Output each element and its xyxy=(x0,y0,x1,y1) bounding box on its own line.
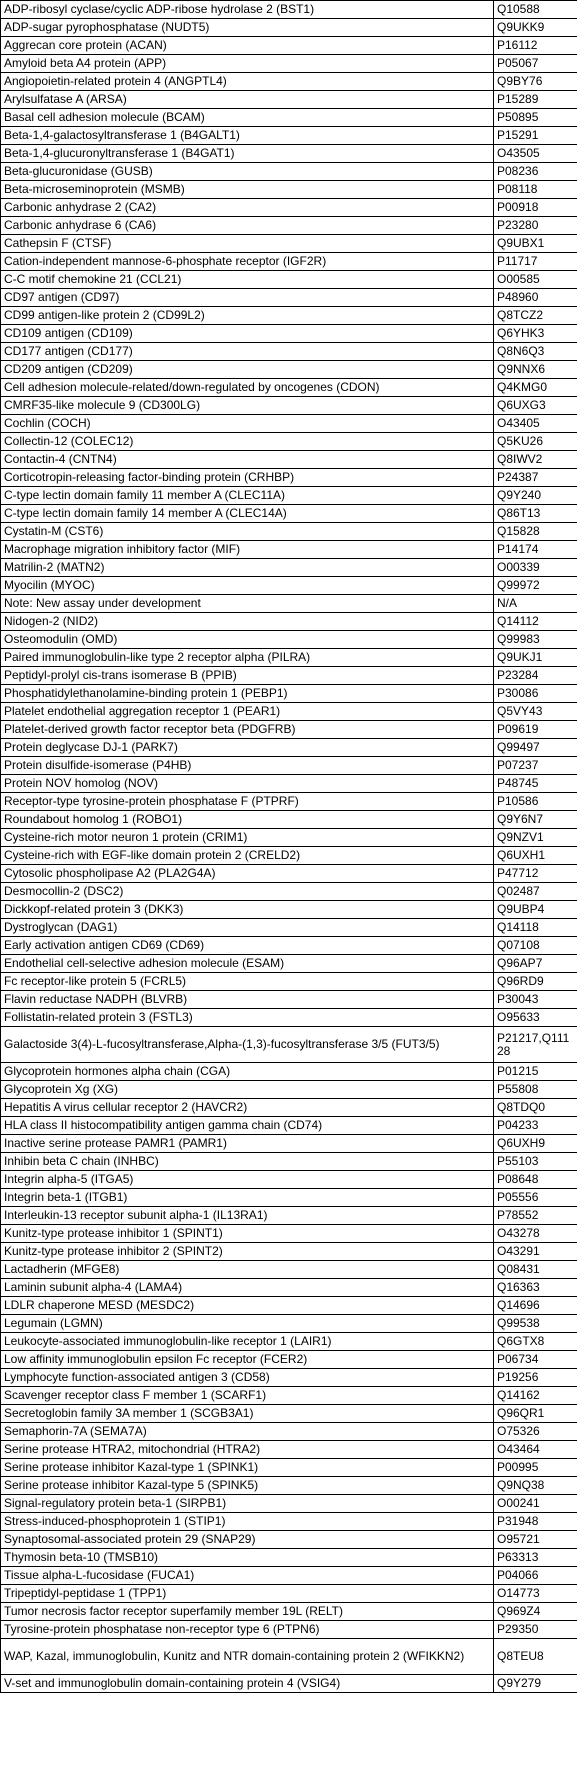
accession-cell: P23284 xyxy=(494,667,577,685)
table-row xyxy=(1,1207,577,1225)
protein-name-cell: Osteomodulin (OMD) xyxy=(1,631,494,649)
accession-cell: Q8TCZ2 xyxy=(494,307,577,325)
protein-name-cell: CD99 antigen-like protein 2 (CD99L2) xyxy=(1,307,494,325)
protein-name-cell: Stress-induced-phosphoprotein 1 (STIP1) xyxy=(1,1513,494,1531)
accession-cell: O00585 xyxy=(494,271,577,289)
protein-name-cell: CD209 antigen (CD209) xyxy=(1,361,494,379)
accession-cell: Q96QR1 xyxy=(494,1405,577,1423)
table-row xyxy=(1,1297,577,1315)
table-row xyxy=(1,433,577,451)
accession-cell: Q9BY76 xyxy=(494,73,577,91)
accession-cell: Q5VY43 xyxy=(494,703,577,721)
accession-cell: O14773 xyxy=(494,1585,577,1603)
table-row xyxy=(1,847,577,865)
accession-cell: P63313 xyxy=(494,1549,577,1567)
accession-cell: P50895 xyxy=(494,109,577,127)
accession-cell: P05067 xyxy=(494,55,577,73)
protein-name-cell: Paired immunoglobulin-like type 2 receptor alpha (PILRA) xyxy=(1,649,494,667)
accession-cell: O00339 xyxy=(494,559,577,577)
protein-name-cell: C-C motif chemokine 21 (CCL21) xyxy=(1,271,494,289)
protein-name-cell: WAP, Kazal, immunoglobulin, Kunitz and NTR domain-containing protein 2 (WFIKKN2) xyxy=(1,1639,494,1675)
protein-name-cell: Corticotropin-releasing factor-binding protein (CRHBP) xyxy=(1,469,494,487)
table-row xyxy=(1,883,577,901)
accession-cell: Q6GTX8 xyxy=(494,1333,577,1351)
accession-cell: Q9Y6N7 xyxy=(494,811,577,829)
table-row xyxy=(1,1639,577,1675)
accession-cell: P11717 xyxy=(494,253,577,271)
protein-name-cell: Dickkopf-related protein 3 (DKK3) xyxy=(1,901,494,919)
table-row xyxy=(1,127,577,145)
table-row xyxy=(1,1603,577,1621)
accession-cell: P30043 xyxy=(494,991,577,1009)
accession-cell: O43405 xyxy=(494,415,577,433)
protein-name-cell: Myocilin (MYOC) xyxy=(1,577,494,595)
protein-name-cell: Platelet-derived growth factor receptor beta (PDGFRB) xyxy=(1,721,494,739)
accession-cell: Q07108 xyxy=(494,937,577,955)
accession-cell: Q15828 xyxy=(494,523,577,541)
table-row xyxy=(1,1027,577,1063)
protein-name-cell: C-type lectin domain family 14 member A (CLEC14A) xyxy=(1,505,494,523)
accession-cell: P08236 xyxy=(494,163,577,181)
table-row xyxy=(1,1621,577,1639)
table-row xyxy=(1,1135,577,1153)
table-row xyxy=(1,109,577,127)
accession-cell: O43278 xyxy=(494,1225,577,1243)
protein-name-cell: Galactoside 3(4)-L-fucosyltransferase,Alpha-(1,3)-fucosyltransferase 3/5 (FUT3/5) xyxy=(1,1027,494,1063)
table-row xyxy=(1,577,577,595)
accession-cell: P78552 xyxy=(494,1207,577,1225)
protein-name-cell: Synaptosomal-associated protein 29 (SNAP29) xyxy=(1,1531,494,1549)
accession-cell: Q16363 xyxy=(494,1279,577,1297)
table-row xyxy=(1,973,577,991)
protein-name-cell: Tyrosine-protein phosphatase non-receptor type 6 (PTPN6) xyxy=(1,1621,494,1639)
protein-name-cell: Low affinity immunoglobulin epsilon Fc receptor (FCER2) xyxy=(1,1351,494,1369)
protein-name-cell: Cation-independent mannose-6-phosphate receptor (IGF2R) xyxy=(1,253,494,271)
protein-name-cell: Legumain (LGMN) xyxy=(1,1315,494,1333)
table-row xyxy=(1,721,577,739)
accession-cell: Q9UKJ1 xyxy=(494,649,577,667)
accession-cell: Q14696 xyxy=(494,1297,577,1315)
accession-cell: P19256 xyxy=(494,1369,577,1387)
accession-cell: Q99972 xyxy=(494,577,577,595)
protein-name-cell: Serine protease inhibitor Kazal-type 5 (SPINK5) xyxy=(1,1477,494,1495)
accession-cell: Q4KMG0 xyxy=(494,379,577,397)
protein-name-cell: CMRF35-like molecule 9 (CD300LG) xyxy=(1,397,494,415)
table-row xyxy=(1,793,577,811)
accession-cell: Q9UKK9 xyxy=(494,19,577,37)
table-row xyxy=(1,1423,577,1441)
protein-name-cell: Flavin reductase NADPH (BLVRB) xyxy=(1,991,494,1009)
protein-name-cell: Tumor necrosis factor receptor superfamily member 19L (RELT) xyxy=(1,1603,494,1621)
accession-cell: Q99497 xyxy=(494,739,577,757)
accession-cell: P48745 xyxy=(494,775,577,793)
table-row xyxy=(1,217,577,235)
protein-name-cell: Platelet endothelial aggregation receptor 1 (PEAR1) xyxy=(1,703,494,721)
protein-name-cell: Contactin-4 (CNTN4) xyxy=(1,451,494,469)
protein-name-cell: Angiopoietin-related protein 4 (ANGPTL4) xyxy=(1,73,494,91)
protein-name-cell: Cysteine-rich with EGF-like domain protein 2 (CRELD2) xyxy=(1,847,494,865)
protein-name-cell: Beta-microseminoprotein (MSMB) xyxy=(1,181,494,199)
protein-name-cell: Leukocyte-associated immunoglobulin-like receptor 1 (LAIR1) xyxy=(1,1333,494,1351)
accession-cell: O95721 xyxy=(494,1531,577,1549)
accession-cell: Q9NQ38 xyxy=(494,1477,577,1495)
accession-cell: Q8TEU8 xyxy=(494,1639,577,1675)
table-row xyxy=(1,1549,577,1567)
table-row xyxy=(1,829,577,847)
protein-name-cell: Peptidyl-prolyl cis-trans isomerase B (PPIB) xyxy=(1,667,494,685)
accession-cell: P15289 xyxy=(494,91,577,109)
protein-name-cell: Glycoprotein hormones alpha chain (CGA) xyxy=(1,1063,494,1081)
protein-name-cell: Roundabout homolog 1 (ROBO1) xyxy=(1,811,494,829)
table-row xyxy=(1,325,577,343)
protein-name-cell: Desmocollin-2 (DSC2) xyxy=(1,883,494,901)
table-row xyxy=(1,163,577,181)
table-row xyxy=(1,1063,577,1081)
table-row xyxy=(1,1369,577,1387)
accession-cell: Q6UXH1 xyxy=(494,847,577,865)
accession-cell: Q9UBX1 xyxy=(494,235,577,253)
accession-cell: P00918 xyxy=(494,199,577,217)
table-row xyxy=(1,1351,577,1369)
accession-cell: Q6UXH9 xyxy=(494,1135,577,1153)
protein-name-cell: Inhibin beta C chain (INHBC) xyxy=(1,1153,494,1171)
accession-cell: Q99538 xyxy=(494,1315,577,1333)
table-row xyxy=(1,1243,577,1261)
accession-cell: P08648 xyxy=(494,1171,577,1189)
table-row xyxy=(1,739,577,757)
accession-cell: Q96AP7 xyxy=(494,955,577,973)
protein-name-cell: Interleukin-13 receptor subunit alpha-1 (IL13RA1) xyxy=(1,1207,494,1225)
table-row xyxy=(1,991,577,1009)
table-row xyxy=(1,1315,577,1333)
protein-name-cell: Carbonic anhydrase 6 (CA6) xyxy=(1,217,494,235)
accession-cell: P14174 xyxy=(494,541,577,559)
accession-cell: P06734 xyxy=(494,1351,577,1369)
protein-name-cell: Carbonic anhydrase 2 (CA2) xyxy=(1,199,494,217)
accession-cell: P24387 xyxy=(494,469,577,487)
protein-name-cell: Aggrecan core protein (ACAN) xyxy=(1,37,494,55)
table-row xyxy=(1,937,577,955)
protein-name-cell: C-type lectin domain family 11 member A (CLEC11A) xyxy=(1,487,494,505)
table-row xyxy=(1,1405,577,1423)
table-row xyxy=(1,559,577,577)
accession-cell: O75326 xyxy=(494,1423,577,1441)
protein-name-cell: Tripeptidyl-peptidase 1 (TPP1) xyxy=(1,1585,494,1603)
table-row xyxy=(1,685,577,703)
table-row xyxy=(1,181,577,199)
table-row xyxy=(1,91,577,109)
protein-name-cell: Cystatin-M (CST6) xyxy=(1,523,494,541)
accession-cell: O43464 xyxy=(494,1441,577,1459)
accession-cell: P00995 xyxy=(494,1459,577,1477)
protein-name-cell: Nidogen-2 (NID2) xyxy=(1,613,494,631)
table-row xyxy=(1,361,577,379)
protein-name-cell: Collectin-12 (COLEC12) xyxy=(1,433,494,451)
table-row xyxy=(1,1009,577,1027)
table-row xyxy=(1,919,577,937)
protein-name-cell: Arylsulfatase A (ARSA) xyxy=(1,91,494,109)
accession-cell: Q02487 xyxy=(494,883,577,901)
table-row xyxy=(1,1441,577,1459)
accession-cell: Q10588 xyxy=(494,1,577,19)
protein-name-cell: Signal-regulatory protein beta-1 (SIRPB1) xyxy=(1,1495,494,1513)
protein-name-cell: Endothelial cell-selective adhesion molecule (ESAM) xyxy=(1,955,494,973)
protein-name-cell: Beta-1,4-glucuronyltransferase 1 (B4GAT1) xyxy=(1,145,494,163)
accession-cell: P48960 xyxy=(494,289,577,307)
table-row xyxy=(1,811,577,829)
protein-name-cell: Macrophage migration inhibitory factor (MIF) xyxy=(1,541,494,559)
table-row xyxy=(1,55,577,73)
protein-name-cell: Follistatin-related protein 3 (FSTL3) xyxy=(1,1009,494,1027)
table-row xyxy=(1,955,577,973)
accession-cell: Q9Y279 xyxy=(494,1675,577,1693)
protein-name-cell: Kunitz-type protease inhibitor 1 (SPINT1) xyxy=(1,1225,494,1243)
table-row xyxy=(1,1279,577,1297)
protein-name-cell: Secretoglobin family 3A member 1 (SCGB3A1) xyxy=(1,1405,494,1423)
protein-name-cell: HLA class II histocompatibility antigen gamma chain (CD74) xyxy=(1,1117,494,1135)
table-row xyxy=(1,469,577,487)
protein-name-cell: CD177 antigen (CD177) xyxy=(1,343,494,361)
accession-cell: Q08431 xyxy=(494,1261,577,1279)
accession-cell: P31948 xyxy=(494,1513,577,1531)
protein-name-cell: Glycoprotein Xg (XG) xyxy=(1,1081,494,1099)
protein-name-cell: ADP-ribosyl cyclase/cyclic ADP-ribose hydrolase 2 (BST1) xyxy=(1,1,494,19)
table-row xyxy=(1,775,577,793)
accession-cell: P04066 xyxy=(494,1567,577,1585)
accession-cell: P15291 xyxy=(494,127,577,145)
table-row xyxy=(1,667,577,685)
accession-cell: Q8IWV2 xyxy=(494,451,577,469)
accession-cell: Q6UXG3 xyxy=(494,397,577,415)
table-row xyxy=(1,1261,577,1279)
table-row xyxy=(1,397,577,415)
accession-cell: P04233 xyxy=(494,1117,577,1135)
table-row xyxy=(1,1,577,19)
accession-cell: P47712 xyxy=(494,865,577,883)
accession-cell: N/A xyxy=(494,595,577,613)
accession-cell: P23280 xyxy=(494,217,577,235)
table-row xyxy=(1,487,577,505)
table-row xyxy=(1,451,577,469)
table-row xyxy=(1,1171,577,1189)
protein-name-cell: Phosphatidylethanolamine-binding protein 1 (PEBP1) xyxy=(1,685,494,703)
table-row xyxy=(1,1477,577,1495)
protein-name-cell: Tissue alpha-L-fucosidase (FUCA1) xyxy=(1,1567,494,1585)
table-row xyxy=(1,1153,577,1171)
protein-name-cell: Protein NOV homolog (NOV) xyxy=(1,775,494,793)
accession-cell: P55808 xyxy=(494,1081,577,1099)
table-row xyxy=(1,343,577,361)
accession-cell: Q969Z4 xyxy=(494,1603,577,1621)
table-row xyxy=(1,523,577,541)
protein-name-cell: Matrilin-2 (MATN2) xyxy=(1,559,494,577)
table-row xyxy=(1,289,577,307)
protein-name-cell: Cochlin (COCH) xyxy=(1,415,494,433)
protein-name-cell: CD109 antigen (CD109) xyxy=(1,325,494,343)
table-row xyxy=(1,1675,577,1693)
protein-name-cell: Integrin beta-1 (ITGB1) xyxy=(1,1189,494,1207)
table-row xyxy=(1,1333,577,1351)
table-row xyxy=(1,901,577,919)
accession-cell: Q5KU26 xyxy=(494,433,577,451)
table-row xyxy=(1,757,577,775)
protein-name-cell: Serine protease HTRA2, mitochondrial (HTRA2) xyxy=(1,1441,494,1459)
table-row xyxy=(1,37,577,55)
table-row xyxy=(1,145,577,163)
accession-cell: O43291 xyxy=(494,1243,577,1261)
table-row xyxy=(1,307,577,325)
protein-name-cell: Protein deglycase DJ-1 (PARK7) xyxy=(1,739,494,757)
protein-name-cell: Cytosolic phospholipase A2 (PLA2G4A) xyxy=(1,865,494,883)
protein-name-cell: Scavenger receptor class F member 1 (SCARF1) xyxy=(1,1387,494,1405)
accession-cell: O43505 xyxy=(494,145,577,163)
accession-cell: P16112 xyxy=(494,37,577,55)
table-row xyxy=(1,865,577,883)
protein-name-cell: Amyloid beta A4 protein (APP) xyxy=(1,55,494,73)
accession-cell: Q9NZV1 xyxy=(494,829,577,847)
table-row xyxy=(1,199,577,217)
accession-cell: Q99983 xyxy=(494,631,577,649)
accession-cell: P10586 xyxy=(494,793,577,811)
protein-name-cell: Early activation antigen CD69 (CD69) xyxy=(1,937,494,955)
accession-cell: P07237 xyxy=(494,757,577,775)
table-row xyxy=(1,541,577,559)
accession-cell: O95633 xyxy=(494,1009,577,1027)
table-row xyxy=(1,1189,577,1207)
table-row xyxy=(1,19,577,37)
table-row xyxy=(1,1225,577,1243)
table-row xyxy=(1,595,577,613)
protein-name-cell: Cell adhesion molecule-related/down-regulated by oncogenes (CDON) xyxy=(1,379,494,397)
protein-name-cell: Thymosin beta-10 (TMSB10) xyxy=(1,1549,494,1567)
table-row xyxy=(1,703,577,721)
table-row xyxy=(1,415,577,433)
accession-cell: Q9Y240 xyxy=(494,487,577,505)
accession-cell: Q86T13 xyxy=(494,505,577,523)
table-row xyxy=(1,1387,577,1405)
protein-name-cell: Beta-glucuronidase (GUSB) xyxy=(1,163,494,181)
protein-name-cell: Lymphocyte function-associated antigen 3 (CD58) xyxy=(1,1369,494,1387)
protein-name-cell: ADP-sugar pyrophosphatase (NUDT5) xyxy=(1,19,494,37)
table-row xyxy=(1,253,577,271)
protein-name-cell: Hepatitis A virus cellular receptor 2 (HAVCR2) xyxy=(1,1099,494,1117)
accession-cell: O00241 xyxy=(494,1495,577,1513)
accession-cell: P55103 xyxy=(494,1153,577,1171)
table-row xyxy=(1,1585,577,1603)
table-row xyxy=(1,271,577,289)
accession-cell: Q9UBP4 xyxy=(494,901,577,919)
protein-name-cell: Fc receptor-like protein 5 (FCRL5) xyxy=(1,973,494,991)
protein-name-cell: Laminin subunit alpha-4 (LAMA4) xyxy=(1,1279,494,1297)
table-row xyxy=(1,505,577,523)
table-row xyxy=(1,1459,577,1477)
table-row xyxy=(1,1099,577,1117)
table-row xyxy=(1,613,577,631)
accession-cell: Q14162 xyxy=(494,1387,577,1405)
table-row xyxy=(1,1531,577,1549)
protein-name-cell: Lactadherin (MFGE8) xyxy=(1,1261,494,1279)
protein-name-cell: LDLR chaperone MESD (MESDC2) xyxy=(1,1297,494,1315)
protein-name-cell: Note: New assay under development xyxy=(1,595,494,613)
protein-name-cell: Cathepsin F (CTSF) xyxy=(1,235,494,253)
protein-name-cell: V-set and immunoglobulin domain-containing protein 4 (VSIG4) xyxy=(1,1675,494,1693)
table-row xyxy=(1,1513,577,1531)
accession-cell: Q8N6Q3 xyxy=(494,343,577,361)
accession-cell: P29350 xyxy=(494,1621,577,1639)
protein-name-cell: Semaphorin-7A (SEMA7A) xyxy=(1,1423,494,1441)
accession-cell: Q9NNX6 xyxy=(494,361,577,379)
accession-cell: P08118 xyxy=(494,181,577,199)
table-row xyxy=(1,1117,577,1135)
protein-name-cell: Basal cell adhesion molecule (BCAM) xyxy=(1,109,494,127)
accession-cell: P05556 xyxy=(494,1189,577,1207)
protein-name-cell: Beta-1,4-galactosyltransferase 1 (B4GALT1) xyxy=(1,127,494,145)
protein-name-cell: Serine protease inhibitor Kazal-type 1 (SPINK1) xyxy=(1,1459,494,1477)
accession-cell: Q6YHK3 xyxy=(494,325,577,343)
protein-name-cell: Receptor-type tyrosine-protein phosphatase F (PTPRF) xyxy=(1,793,494,811)
protein-name-cell: Protein disulfide-isomerase (P4HB) xyxy=(1,757,494,775)
accession-cell: Q96RD9 xyxy=(494,973,577,991)
protein-name-cell: Dystroglycan (DAG1) xyxy=(1,919,494,937)
table-row xyxy=(1,631,577,649)
table-row xyxy=(1,1495,577,1513)
accession-cell: Q14118 xyxy=(494,919,577,937)
accession-cell: Q8TDQ0 xyxy=(494,1099,577,1117)
protein-table-body xyxy=(1,1,577,1693)
table-row xyxy=(1,649,577,667)
accession-cell: Q14112 xyxy=(494,613,577,631)
protein-name-cell: Cysteine-rich motor neuron 1 protein (CRIM1) xyxy=(1,829,494,847)
table-row xyxy=(1,73,577,91)
protein-name-cell: Inactive serine protease PAMR1 (PAMR1) xyxy=(1,1135,494,1153)
table-row xyxy=(1,1567,577,1585)
table-row xyxy=(1,1081,577,1099)
table-row xyxy=(1,379,577,397)
table-row xyxy=(1,235,577,253)
protein-name-cell: Kunitz-type protease inhibitor 2 (SPINT2) xyxy=(1,1243,494,1261)
accession-cell: P09619 xyxy=(494,721,577,739)
accession-cell: P01215 xyxy=(494,1063,577,1081)
protein-name-cell: CD97 antigen (CD97) xyxy=(1,289,494,307)
accession-cell: P21217,Q11128 xyxy=(494,1027,577,1063)
protein-name-cell: Integrin alpha-5 (ITGA5) xyxy=(1,1171,494,1189)
accession-cell: P30086 xyxy=(494,685,577,703)
